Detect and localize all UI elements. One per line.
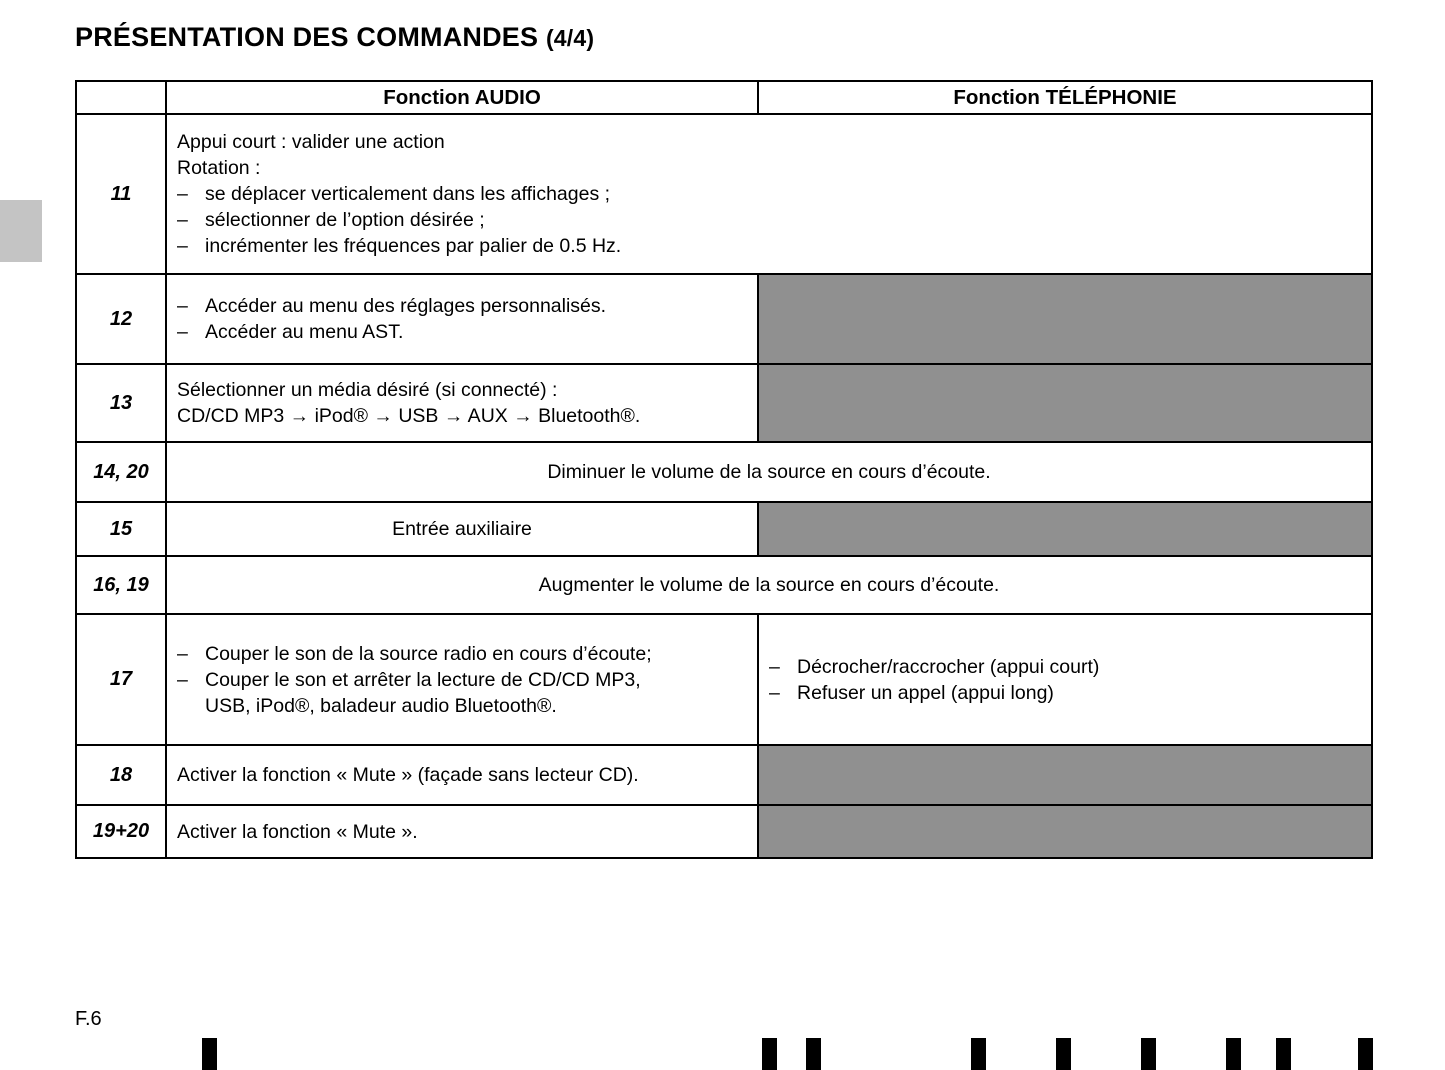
row-13-audio <box>166 364 758 442</box>
row-19-20-phone-disabled <box>758 805 1372 858</box>
registration-mark <box>1358 1038 1373 1070</box>
print-registration-marks <box>0 1038 1445 1070</box>
page-edge-tab <box>0 200 42 262</box>
table-header-phone: Fonction TÉLÉPHONIE <box>758 81 1372 114</box>
bullet-line: – Accéder au menu AST. <box>177 321 404 343</box>
row-label-14-20: 14, 20 <box>76 442 166 502</box>
bullet-dash: – <box>177 183 188 205</box>
page-title-main: PRÉSENTATION DES COMMANDES <box>75 22 539 52</box>
bullet-dash: – <box>177 209 188 231</box>
text-line: USB, iPod®, baladeur audio Bluetooth®. <box>205 694 557 717</box>
row-label-16-19: 16, 19 <box>76 556 166 614</box>
registration-mark <box>971 1038 986 1070</box>
text-line: CD/CD MP3 → iPod® → USB → AUX → Bluetooth®. <box>177 405 641 427</box>
registration-mark <box>1276 1038 1291 1070</box>
row-12-phone-disabled <box>758 274 1372 364</box>
row-15-phone-disabled <box>758 502 1372 556</box>
text-line: Appui court : valider une action <box>177 131 445 153</box>
bullet-dash: – <box>177 642 188 665</box>
bullet-line: – incrémenter les fréquences par palier de 0.5 Hz. <box>177 235 622 257</box>
commands-table <box>75 80 1373 859</box>
row-18-phone-disabled <box>758 745 1372 805</box>
page-title <box>75 22 594 53</box>
row-label-18: 18 <box>76 745 166 805</box>
bullet-dash: – <box>769 681 780 704</box>
row-18-audio <box>166 745 758 805</box>
row-label-15: 15 <box>76 502 166 556</box>
row-13-phone-disabled <box>758 364 1372 442</box>
registration-mark <box>1226 1038 1241 1070</box>
row-17-audio <box>166 614 758 745</box>
bullet-dash: – <box>769 655 780 678</box>
row-label-12: 12 <box>76 274 166 364</box>
row-12-audio <box>166 274 758 364</box>
row-label-17: 17 <box>76 614 166 745</box>
table-row-12 <box>76 274 1372 364</box>
text-line: Rotation : <box>177 157 261 179</box>
bullet-dash: – <box>177 668 188 691</box>
bullet-line: – se déplacer verticalement dans les affichages ; <box>177 183 611 205</box>
bullet-line: – Couper le son de la source radio en cours d’écoute; <box>177 642 652 665</box>
table-row-19-20 <box>76 805 1372 858</box>
bullet-line: – Décrocher/raccrocher (appui court) <box>769 655 1100 678</box>
table-row-14-20 <box>76 442 1372 502</box>
row-label-13: 13 <box>76 364 166 442</box>
row-14-20-content: Diminuer le volume de la source en cours d’écoute. <box>166 442 1372 502</box>
row-label-11: 11 <box>76 114 166 274</box>
table-header-empty <box>76 81 166 114</box>
bullet-line: – Refuser un appel (appui long) <box>769 681 1054 704</box>
row-17-phone <box>758 614 1372 745</box>
row-19-20-audio <box>166 805 758 858</box>
table-header-audio: Fonction AUDIO <box>166 81 758 114</box>
text-line: Activer la fonction « Mute » (façade sans lecteur CD). <box>177 764 639 786</box>
table-row-15 <box>76 502 1372 556</box>
row-label-19-20: 19+20 <box>76 805 166 858</box>
table-row-18 <box>76 745 1372 805</box>
row-16-19-content: Augmenter le volume de la source en cours d’écoute. <box>166 556 1372 614</box>
table-row-17 <box>76 614 1372 745</box>
registration-mark <box>806 1038 821 1070</box>
bullet-line: – sélectionner de l’option désirée ; <box>177 209 485 231</box>
row-11-content <box>166 114 1372 274</box>
registration-mark <box>1141 1038 1156 1070</box>
bullet-dash: – <box>177 295 188 317</box>
registration-mark <box>1056 1038 1071 1070</box>
bullet-dash: – <box>177 235 188 257</box>
page-number: F.6 <box>75 1008 102 1030</box>
bullet-line: – Accéder au menu des réglages personnalisés. <box>177 295 607 317</box>
page-title-part: (4/4) <box>545 25 595 51</box>
table-row-16-19 <box>76 556 1372 614</box>
table-header-row <box>76 81 1372 114</box>
row-15-audio: Entrée auxiliaire <box>166 502 758 556</box>
table-row-13 <box>76 364 1372 442</box>
table-row-11 <box>76 114 1372 274</box>
registration-mark <box>762 1038 777 1070</box>
bullet-dash: – <box>177 321 188 343</box>
registration-mark <box>202 1038 217 1070</box>
text-line: Sélectionner un média désiré (si connecté) : <box>177 379 558 401</box>
bullet-line: – Couper le son et arrêter la lecture de CD/CD MP3, <box>177 668 641 691</box>
text-line: Activer la fonction « Mute ». <box>177 820 418 843</box>
